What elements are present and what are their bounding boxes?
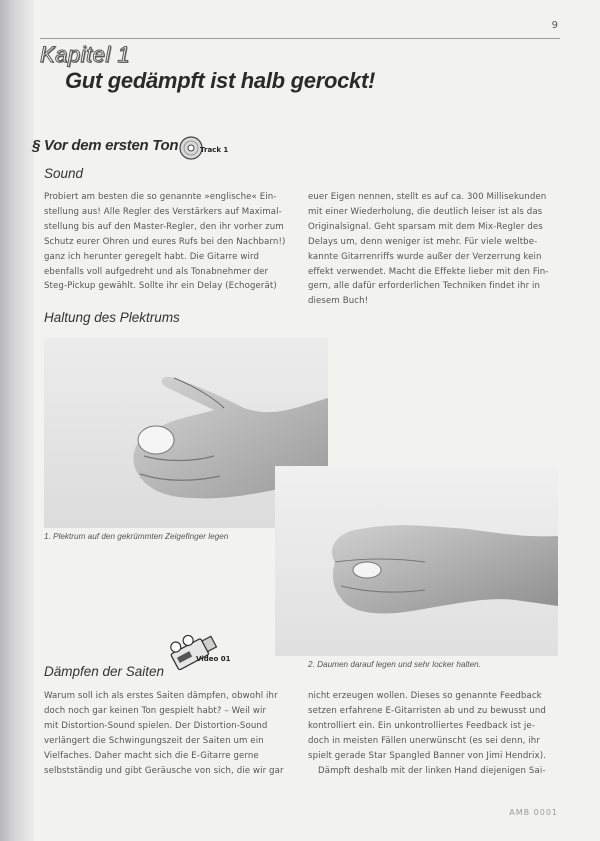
text-line: stellung bis auf den Master-Regler, den ihr vorher zum bbox=[44, 221, 284, 232]
text-line: mit Distortion-Sound spielen. Der Distortion-Sound bbox=[44, 720, 268, 731]
text-line: doch in meisten Fällen unerwünscht (es sei denn, ihr bbox=[308, 735, 540, 746]
section-marker-icon: § bbox=[32, 137, 44, 154]
text-line: euer Eigen nennen, stellt es auf ca. 300 Millisekunden bbox=[308, 192, 547, 202]
video-camera-icon bbox=[160, 628, 224, 676]
text-line: stellung aus! Alle Regler des Verstärkers auf Maximal- bbox=[44, 206, 282, 217]
text-line: spielt gerade Star Spangled Banner von Jimi Hendrix). bbox=[308, 750, 546, 761]
photo-caption-1: 1. Plektrum auf den gekrümmten Zeigefinger legen bbox=[44, 532, 229, 541]
text-line: Steg-Pickup gewählt. Sollte ihr ein Delay (Echogerät) bbox=[44, 281, 277, 292]
text-line: doch noch gar keinen Ton gespielt habt? – Weil wir bbox=[44, 705, 267, 716]
subheading-sound: Sound bbox=[44, 166, 84, 181]
muting-text-left bbox=[44, 689, 292, 778]
text-line: selbstständig und gibt Geräusche von sich, die wir gar bbox=[44, 765, 284, 776]
text-line: gern, alle dafür erforderlichen Techniken findet ihr in bbox=[308, 281, 541, 292]
text-line: setzen erfahrene E-Gitarristen ab und zu bewusst und bbox=[308, 705, 546, 716]
text-line: Probiert am besten die so genannte »englische« Ein- bbox=[44, 192, 277, 202]
sound-text-left bbox=[44, 190, 292, 294]
chapter-label: Kapitel 1 bbox=[40, 42, 131, 67]
text-line: verlängert die Schwingungszeit der Saiten um ein bbox=[44, 735, 264, 746]
book-gutter-shadow bbox=[0, 0, 34, 841]
text-line: Originalsignal. Geht sparsam mit dem Mix-Regler des bbox=[308, 221, 543, 232]
text-line: Dämpft deshalb mit der linken Hand diejenigen Sai- bbox=[318, 765, 546, 776]
text-line: Vielfaches. Daher macht sich die E-Gitarre gerne bbox=[44, 750, 259, 761]
text-line: Schutz eurer Ohren und eures Rufs bei den Nachbarn!) bbox=[44, 236, 286, 247]
video-label: Video 01 bbox=[196, 655, 231, 663]
subheading-muting: Dämpfen der Saiten bbox=[44, 664, 165, 679]
subheading-pick-grip: Haltung des Plektrums bbox=[44, 310, 180, 325]
text-line: mit einer Wiederholung, die deutlich leiser ist als das bbox=[308, 206, 543, 217]
text-line: ebenfalls voll aufgedreht und als Tonabnehmer der bbox=[44, 266, 269, 277]
text-line: kontrolliert ein. Ein unkontrolliertes Feedback ist je- bbox=[308, 720, 535, 731]
page-number: 9 bbox=[551, 20, 558, 31]
text-line: Warum soll ich als erstes Saiten dämpfen, obwohl ihr bbox=[44, 691, 278, 701]
track-label: Track 1 bbox=[200, 146, 229, 154]
text-line: effekt verwendet. Macht die Effekte lieber mit den Fin- bbox=[308, 266, 549, 277]
chapter-title: Gut gedämpft ist halb gerockt! bbox=[65, 68, 376, 93]
text-line: nicht erzeugen wollen. Dieses so genannte Feedback bbox=[308, 691, 542, 701]
sound-text-right bbox=[308, 190, 560, 309]
section-heading-text: Vor dem ersten Ton bbox=[43, 137, 179, 154]
text-line: Delays um, denn weniger ist mehr. Für viele weltbe- bbox=[308, 236, 538, 247]
text-line: ganz ich herunter geregelt habt. Die Gitarre wird bbox=[44, 251, 259, 262]
section-heading-first-tone bbox=[32, 137, 178, 154]
text-line: kannte Gitarrenriffs wurde außer der Verzerrung kein bbox=[308, 251, 542, 262]
header-rule bbox=[40, 38, 560, 39]
muting-text-right bbox=[308, 689, 560, 778]
text-line: diesem Buch! bbox=[308, 296, 369, 307]
photo-thumb-on-pick bbox=[275, 466, 558, 656]
photo-caption-2: 2. Daumen darauf legen und sehr locker halten. bbox=[308, 660, 481, 669]
footer-code: AMB 0001 bbox=[509, 808, 558, 817]
